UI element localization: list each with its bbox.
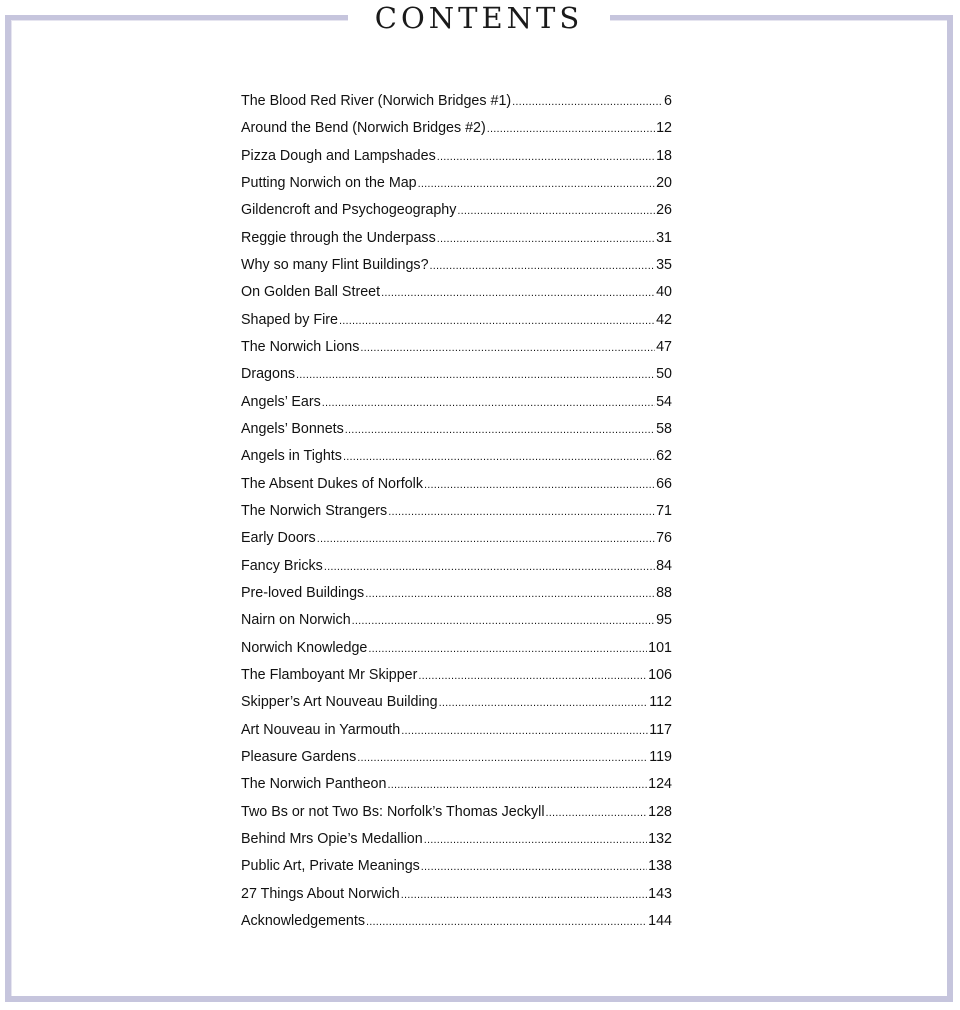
toc-entry-title: Pre-loved Buildings (241, 584, 365, 601)
toc-entry-page-number: 119 (649, 748, 672, 765)
toc-entry[interactable] (241, 284, 672, 311)
toc-entry[interactable] (241, 366, 672, 393)
toc-entry[interactable] (241, 503, 672, 530)
toc-entry-page-number: 42 (656, 311, 672, 328)
toc-entry-title: Shaped by Fire (241, 311, 338, 328)
dot-leader (387, 776, 647, 792)
toc-entry-title: Skipper’s Art Nouveau Building (241, 694, 438, 711)
dot-leader (324, 558, 655, 574)
toc-entry[interactable] (241, 175, 672, 202)
toc-entry[interactable] (241, 421, 672, 448)
toc-entry-title: Dragons (241, 366, 296, 383)
toc-entry-title: The Norwich Lions (241, 338, 360, 355)
table-of-contents (241, 93, 672, 940)
dot-leader (381, 284, 655, 300)
dot-leader (357, 749, 648, 765)
toc-entry[interactable] (241, 667, 672, 694)
dot-leader (424, 831, 647, 847)
toc-entry[interactable] (241, 694, 672, 721)
toc-entry-title: Nairn on Norwich (241, 612, 351, 629)
toc-entry[interactable] (241, 722, 672, 749)
toc-entry-page-number: 20 (656, 174, 672, 191)
toc-entry[interactable] (241, 558, 672, 585)
toc-entry-title: Angels in Tights (241, 448, 342, 465)
dot-leader (418, 667, 647, 683)
toc-entry[interactable] (241, 640, 672, 667)
toc-entry[interactable] (241, 585, 672, 612)
dot-leader (366, 913, 647, 929)
dot-leader (345, 421, 655, 437)
toc-entry-page-number: 84 (656, 557, 672, 574)
toc-entry[interactable] (241, 612, 672, 639)
toc-entry-page-number: 143 (648, 885, 672, 902)
dot-leader (296, 366, 655, 382)
toc-entry-title: Acknowledgements (241, 912, 365, 929)
toc-entry[interactable] (241, 312, 672, 339)
toc-entry-page-number: 58 (656, 420, 672, 437)
toc-entry-title: Norwich Knowledge (241, 639, 368, 656)
toc-entry-page-number: 95 (656, 612, 672, 629)
dot-leader (368, 640, 647, 656)
toc-entry-title: Around the Bend (Norwich Bridges #2) (241, 120, 486, 137)
toc-entry[interactable] (241, 394, 672, 421)
toc-entry-page-number: 101 (648, 639, 672, 656)
toc-entry[interactable] (241, 93, 672, 120)
dot-leader (437, 230, 655, 246)
toc-entry-page-number: 144 (648, 912, 672, 929)
toc-entry[interactable] (241, 776, 672, 803)
dot-leader (322, 394, 655, 410)
toc-entry[interactable] (241, 120, 672, 147)
dot-leader (421, 858, 647, 874)
dot-leader (388, 503, 655, 519)
toc-entry-page-number: 47 (656, 338, 672, 355)
toc-entry-title: Pizza Dough and Lampshades (241, 147, 436, 164)
toc-entry[interactable] (241, 831, 672, 858)
toc-entry-page-number: 18 (656, 147, 672, 164)
toc-entry-page-number: 112 (649, 694, 672, 711)
toc-entry-page-number: 66 (656, 475, 672, 492)
toc-entry-title: The Absent Dukes of Norfolk (241, 475, 423, 492)
toc-entry-title: The Flamboyant Mr Skipper (241, 666, 418, 683)
toc-entry[interactable] (241, 886, 672, 913)
toc-entry-title: 27 Things About Norwich (241, 885, 400, 902)
toc-entry-title: Gildencroft and Psychogeography (241, 202, 457, 219)
dot-leader (424, 476, 655, 492)
dot-leader (437, 148, 655, 164)
toc-entry-page-number: 54 (656, 393, 672, 410)
toc-entry[interactable] (241, 230, 672, 257)
toc-entry-title: Angels’ Bonnets (241, 420, 344, 437)
toc-entry-title: Fancy Bricks (241, 557, 323, 574)
toc-entry-page-number: 128 (648, 803, 672, 820)
dot-leader (352, 612, 655, 628)
toc-entry-title: The Norwich Strangers (241, 502, 388, 519)
toc-entry-title: Art Nouveau in Yarmouth (241, 721, 401, 738)
toc-entry-page-number: 76 (656, 530, 672, 547)
dot-leader (546, 804, 648, 820)
toc-entry[interactable] (241, 749, 672, 776)
toc-entry-title: Early Doors (241, 530, 316, 547)
toc-entry-title: Two Bs or not Two Bs: Norfolk’s Thomas Jeckyll (241, 803, 545, 820)
toc-entry-page-number: 124 (648, 776, 672, 793)
dot-leader (365, 585, 655, 601)
dot-leader (487, 120, 655, 136)
toc-entry[interactable] (241, 257, 672, 284)
toc-entry-title: The Norwich Pantheon (241, 776, 387, 793)
toc-entry-page-number: 12 (656, 120, 672, 137)
toc-entry-page-number: 6 (664, 93, 672, 109)
dot-leader (512, 93, 663, 109)
toc-entry-page-number: 40 (656, 284, 672, 301)
toc-entry[interactable] (241, 448, 672, 475)
dot-leader (401, 722, 648, 738)
toc-entry-page-number: 88 (656, 584, 672, 601)
dot-leader (439, 694, 649, 710)
toc-entry[interactable] (241, 202, 672, 229)
toc-entry-title: Reggie through the Underpass (241, 229, 436, 246)
toc-entry-page-number: 132 (648, 830, 672, 847)
dot-leader (418, 175, 655, 191)
toc-entry[interactable] (241, 476, 672, 503)
toc-entry-title: On Golden Ball Street (241, 284, 381, 301)
toc-entry-title: Pleasure Gardens (241, 748, 357, 765)
dot-leader (339, 312, 655, 328)
dot-leader (343, 448, 655, 464)
dot-leader (317, 530, 655, 546)
toc-entry-title: Public Art, Private Meanings (241, 858, 420, 875)
toc-entry-page-number: 50 (656, 366, 672, 383)
toc-entry[interactable] (241, 148, 672, 175)
toc-entry-page-number: 138 (648, 858, 672, 875)
toc-entry-page-number: 31 (656, 229, 672, 246)
toc-entry-title: Behind Mrs Opie’s Medallion (241, 830, 423, 847)
toc-entry-title: Angels’ Ears (241, 393, 321, 410)
toc-entry[interactable] (241, 913, 672, 940)
dot-leader (430, 257, 656, 273)
toc-entry-title: Putting Norwich on the Map (241, 174, 417, 191)
toc-entry-title: Why so many Flint Buildings? (241, 256, 429, 273)
toc-entry[interactable] (241, 339, 672, 366)
dot-leader (401, 886, 647, 902)
toc-entry-page-number: 26 (656, 202, 672, 219)
page-title: CONTENTS (374, 1, 584, 35)
dot-leader (457, 202, 655, 218)
toc-entry-page-number: 106 (648, 666, 672, 683)
dot-leader (360, 339, 655, 355)
toc-entry[interactable] (241, 858, 672, 885)
toc-entry-page-number: 71 (656, 502, 672, 519)
toc-entry-page-number: 117 (649, 721, 672, 738)
toc-entry[interactable] (241, 804, 672, 831)
toc-entry-title: The Blood Red River (Norwich Bridges #1) (241, 93, 512, 109)
toc-entry-page-number: 35 (656, 256, 672, 273)
toc-entry[interactable] (241, 530, 672, 557)
toc-entry-page-number: 62 (656, 448, 672, 465)
